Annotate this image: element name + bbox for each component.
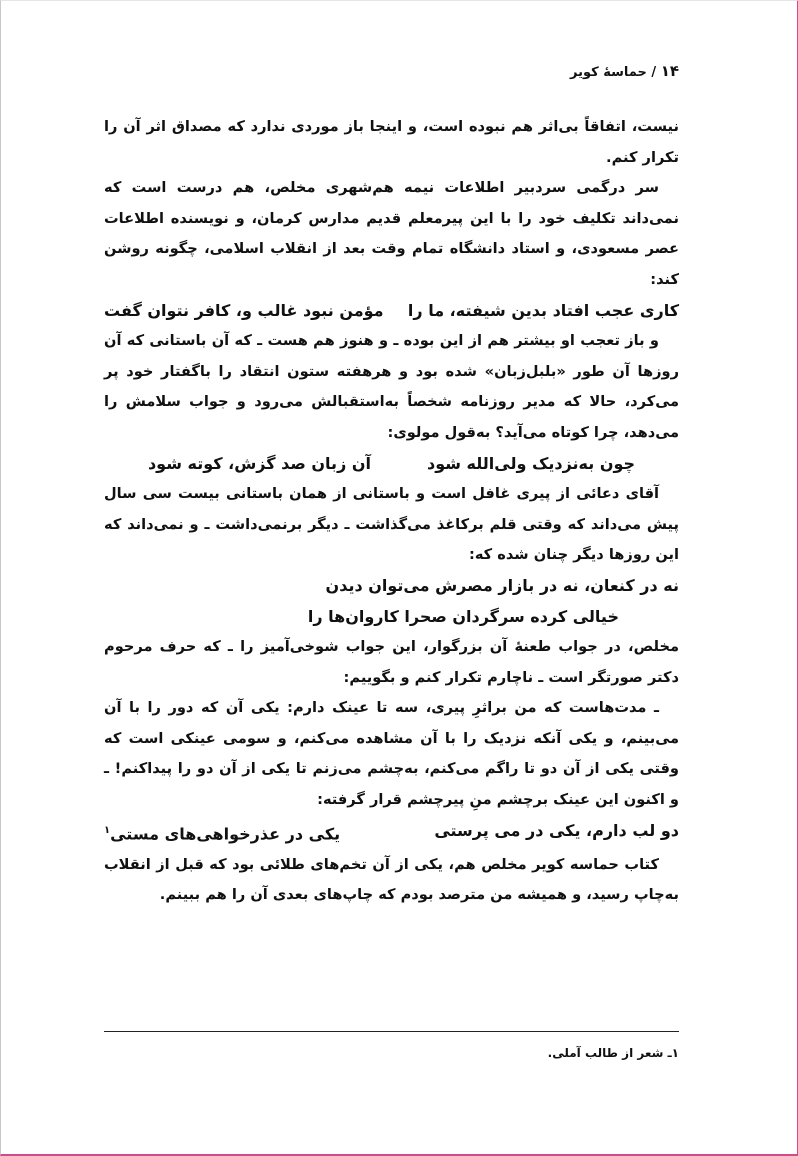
verse-line xyxy=(104,449,679,480)
paragraph: ـ مدت‌هاست که من براثرِ پیری، سه تا عینک دارم: یکی آن که دور را با آن می‌بینم، و یکی آنکه نزدیک را با آن مشاهده می‌کنم، و سومی عینکی است که وقتی یکی از آن دو تا راگم می‌کنم، به‌چشم می‌زنم تا یکی از آن دو را پیداکنم! ـ و اکنون این عینک برچشم منِ پیرچشم قرار گرفته: xyxy=(104,699,679,809)
verse-hemistich-second: مؤمن نبود غالب و، کافر نتوان گفت xyxy=(104,300,384,320)
verse-text: یکی در عذرخواهی‌های مستی xyxy=(110,823,341,843)
verse-hemistich-second xyxy=(104,816,340,850)
book-title: حماسهٔ کویر xyxy=(570,65,647,80)
verse-line xyxy=(104,571,679,602)
paragraph: آقای دعائی از پیری غافل است و باستانی از همان باستانی بیست سی سال پیش می‌داند که وقتی قلم برکاغذ می‌گذاشت ـ دیگر برنمی‌داشت ـ و نمی‌داند که این روزها دیگر چنان شده که: xyxy=(104,485,679,564)
verse-line xyxy=(104,816,679,850)
verse-line xyxy=(104,296,679,327)
page-body xyxy=(104,112,679,911)
header-separator: / xyxy=(651,65,657,80)
verse-hemistich-second: آن زبان صد گزش، کوته شود xyxy=(147,453,371,473)
footnote-divider xyxy=(104,1031,679,1032)
paragraph: سر درگمی سردبیر اطلاعات نیمه هم‌شهری مخلص، هم درست است که نمی‌داند تکلیف خود را با این پیرمعلم قدیم مدارس کرمان، و نویسنده اطلاعات عصر مسعودی، و استاد دانشگاه تمام وقت بعد از انقلاب اسلامی، چگونه روشن کند: xyxy=(104,179,679,288)
paragraph: کتاب حماسه کویر مخلص هم، یکی از آن تخم‌های طلائی بود که قبل از انقلاب به‌چاپ رسید، و همیشه من مترصد بودم که چاپ‌های بعدی آن را هم ببینم. xyxy=(104,855,679,904)
paragraph: مخلص، در جواب طعنهٔ آن بزرگوار، این جواب شوخی‌آمیز را ـ که حرف مرحوم دکتر صورتگر است ـ ناچارم تکرار کنم و بگوییم: xyxy=(104,638,679,686)
footnote: ۱ـ شعر از طالب آملی. xyxy=(547,1046,679,1060)
verse-hemistich-first: چون به‌نزدیک ولی‌الله شود xyxy=(426,453,636,473)
footnote-mark: ۱ xyxy=(104,824,111,836)
book-page xyxy=(104,0,679,1156)
verse-line xyxy=(104,602,679,633)
paragraph: نیست، اتفاقاً بی‌اثر هم نبوده است، و اینجا باز موردی ندارد که مصداق اثر آن را تکرار کنم. xyxy=(104,118,679,166)
paragraph: و باز تعجب او بیشتر هم از این بوده ـ و هنوز هم هست ـ که آن باستانی که آن روزها آن طور «بلبل‌زبان» شده بود و هرهفته ستون انتقاد را باگفتار خود پر می‌کرد، حالا که مدیر روزنامه شخصاً به‌استقبالش می‌رود و جواب سلامش را می‌دهد، چرا کوتاه می‌آید؟ به‌قول مولوی: xyxy=(104,332,679,441)
verse-hemistich-first: خیالی کرده سرگردان صحرا کاروان‌ها را xyxy=(307,606,619,626)
verse-hemistich-first: دو لب دارم، یکی در می پرستی xyxy=(434,820,679,840)
page-number: ۱۴ xyxy=(660,62,679,80)
verse-hemistich-first: کاری عجب افتاد بدین شیفته، ما را xyxy=(407,300,679,320)
running-header xyxy=(570,62,679,80)
verse-hemistich-first: نه در کنعان، نه در بازار مصرش می‌توان دیدن xyxy=(325,575,679,595)
